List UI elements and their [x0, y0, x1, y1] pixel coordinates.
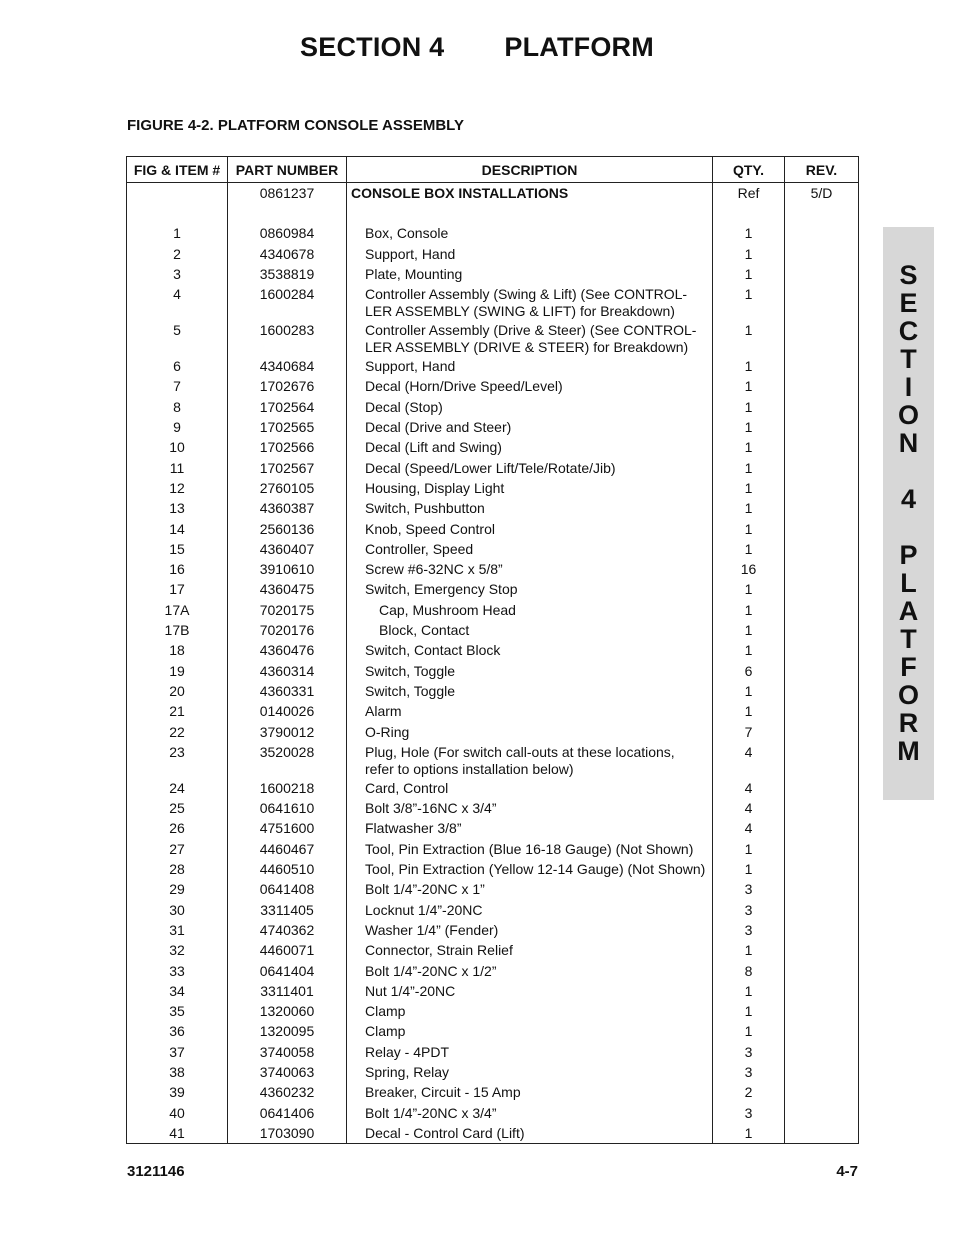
table-row — [127, 940, 859, 960]
revision — [785, 742, 859, 778]
description: Plate, Mounting — [347, 264, 713, 284]
table-row — [127, 579, 859, 599]
part-number: 4360232 — [228, 1082, 347, 1102]
item-number: 11 — [127, 458, 228, 478]
quantity: 1 — [713, 244, 785, 264]
item-number: 27 — [127, 839, 228, 859]
table-row — [127, 722, 859, 742]
revision — [785, 900, 859, 920]
item-number: 9 — [127, 417, 228, 437]
side-tab-letter: M — [897, 736, 920, 766]
description: Bolt 1/4”-20NC x 1/2” — [347, 961, 713, 981]
description: Bolt 1/4”-20NC x 1” — [347, 879, 713, 899]
part-number: 2560136 — [228, 519, 347, 539]
table-row — [127, 356, 859, 376]
table-row — [127, 223, 859, 243]
table-row — [127, 1042, 859, 1062]
part-number: 4751600 — [228, 818, 347, 838]
assembly-row — [127, 183, 859, 204]
revision — [785, 1021, 859, 1041]
part-number: 4460467 — [228, 839, 347, 859]
page-header — [0, 32, 954, 63]
part-number: 1320060 — [228, 1001, 347, 1021]
part-number: 1703090 — [228, 1123, 347, 1144]
assembly-item — [127, 183, 228, 204]
revision — [785, 579, 859, 599]
part-number: 1320095 — [228, 1021, 347, 1041]
quantity: 1 — [713, 1021, 785, 1041]
part-number: 1600218 — [228, 778, 347, 798]
side-tab-letter: E — [899, 288, 918, 318]
description: Switch, Emergency Stop — [347, 579, 713, 599]
side-tab-letter: T — [900, 624, 917, 654]
assembly-description: CONSOLE BOX INSTALLATIONS — [347, 183, 713, 204]
header-description: DESCRIPTION — [347, 157, 713, 183]
part-number: 4360387 — [228, 498, 347, 518]
table-row — [127, 742, 859, 778]
quantity: 3 — [713, 920, 785, 940]
table-row — [127, 1021, 859, 1041]
item-number: 38 — [127, 1062, 228, 1082]
revision — [785, 778, 859, 798]
revision — [785, 1082, 859, 1102]
quantity: 1 — [713, 981, 785, 1001]
quantity: 1 — [713, 437, 785, 457]
description: Controller Assembly (Swing & Lift) (See CONTROL-LER ASSEMBLY (SWING & LIFT) for Breakdown) — [347, 284, 713, 320]
item-number: 19 — [127, 661, 228, 681]
quantity: 1 — [713, 600, 785, 620]
revision — [785, 701, 859, 721]
revision — [785, 640, 859, 660]
table-row — [127, 920, 859, 940]
side-tab-letter: R — [898, 708, 919, 738]
section-title: PLATFORM — [504, 32, 654, 62]
quantity: 1 — [713, 498, 785, 518]
item-number: 12 — [127, 478, 228, 498]
item-number: 32 — [127, 940, 228, 960]
table-row — [127, 284, 859, 320]
quantity: 1 — [713, 284, 785, 320]
item-number: 17B — [127, 620, 228, 640]
part-number: 1600284 — [228, 284, 347, 320]
part-number: 1702566 — [228, 437, 347, 457]
part-number: 4360476 — [228, 640, 347, 660]
quantity: 1 — [713, 1001, 785, 1021]
table-row — [127, 519, 859, 539]
revision — [785, 397, 859, 417]
table-row — [127, 818, 859, 838]
table-row — [127, 900, 859, 920]
quantity: 2 — [713, 1082, 785, 1102]
part-number: 7020176 — [228, 620, 347, 640]
header-part-number: PART NUMBER — [228, 157, 347, 183]
side-tab-letter: F — [900, 652, 917, 682]
part-number: 0641408 — [228, 879, 347, 899]
quantity: 3 — [713, 1103, 785, 1123]
description: Decal - Control Card (Lift) — [347, 1123, 713, 1144]
table-row — [127, 859, 859, 879]
description: Spring, Relay — [347, 1062, 713, 1082]
revision — [785, 1123, 859, 1144]
part-number: 0641406 — [228, 1103, 347, 1123]
part-number: 3790012 — [228, 722, 347, 742]
side-tab-letter: I — [904, 372, 913, 402]
revision — [785, 417, 859, 437]
item-number: 37 — [127, 1042, 228, 1062]
part-number: 1702676 — [228, 376, 347, 396]
side-tab-letter: 4 — [900, 484, 917, 514]
table-row — [127, 244, 859, 264]
revision — [785, 356, 859, 376]
side-tab-letter: S — [899, 260, 918, 290]
part-number: 2760105 — [228, 478, 347, 498]
side-tab-letter: T — [900, 344, 917, 374]
description: Knob, Speed Control — [347, 519, 713, 539]
parts-table — [126, 156, 859, 1144]
item-number: 4 — [127, 284, 228, 320]
description: O-Ring — [347, 722, 713, 742]
quantity: 1 — [713, 681, 785, 701]
item-number: 15 — [127, 539, 228, 559]
description: Clamp — [347, 1001, 713, 1021]
quantity: 1 — [713, 1123, 785, 1144]
revision — [785, 620, 859, 640]
side-tab-letter: P — [899, 540, 918, 570]
table-row — [127, 778, 859, 798]
quantity: 4 — [713, 742, 785, 778]
part-number: 1600283 — [228, 320, 347, 356]
table-row — [127, 498, 859, 518]
item-number: 7 — [127, 376, 228, 396]
revision — [785, 839, 859, 859]
description: Decal (Speed/Lower Lift/Tele/Rotate/Jib) — [347, 458, 713, 478]
table-row — [127, 681, 859, 701]
table-row — [127, 701, 859, 721]
description: Plug, Hole (For switch call-outs at these locations, refer to options installation below) — [347, 742, 713, 778]
revision — [785, 244, 859, 264]
revision — [785, 559, 859, 579]
quantity: 1 — [713, 579, 785, 599]
table-row — [127, 539, 859, 559]
item-number: 16 — [127, 559, 228, 579]
quantity: 1 — [713, 356, 785, 376]
revision — [785, 1001, 859, 1021]
part-number: 1702565 — [228, 417, 347, 437]
description: Breaker, Circuit - 15 Amp — [347, 1082, 713, 1102]
part-number: 4460071 — [228, 940, 347, 960]
table-row — [127, 600, 859, 620]
item-number: 21 — [127, 701, 228, 721]
item-number: 30 — [127, 900, 228, 920]
quantity: 1 — [713, 620, 785, 640]
description: Decal (Drive and Steer) — [347, 417, 713, 437]
table-row — [127, 1062, 859, 1082]
revision — [785, 940, 859, 960]
description: Decal (Stop) — [347, 397, 713, 417]
revision — [785, 376, 859, 396]
table-row — [127, 1001, 859, 1021]
part-number: 0641404 — [228, 961, 347, 981]
table-row — [127, 879, 859, 899]
description: Alarm — [347, 701, 713, 721]
item-number: 6 — [127, 356, 228, 376]
description: Relay - 4PDT — [347, 1042, 713, 1062]
spacer-row — [127, 203, 859, 223]
table-row — [127, 981, 859, 1001]
description: Flatwasher 3/8” — [347, 818, 713, 838]
part-number: 4460510 — [228, 859, 347, 879]
table-row — [127, 661, 859, 681]
revision — [785, 1062, 859, 1082]
item-number: 2 — [127, 244, 228, 264]
part-number: 4360331 — [228, 681, 347, 701]
revision — [785, 1042, 859, 1062]
quantity: 3 — [713, 1042, 785, 1062]
description: Tool, Pin Extraction (Blue 16-18 Gauge) (Not Shown) — [347, 839, 713, 859]
item-number: 1 — [127, 223, 228, 243]
item-number: 39 — [127, 1082, 228, 1102]
table-row — [127, 839, 859, 859]
description: Switch, Contact Block — [347, 640, 713, 660]
part-number: 4340684 — [228, 356, 347, 376]
revision — [785, 661, 859, 681]
side-tab-letter: O — [897, 400, 919, 430]
part-number: 3311405 — [228, 900, 347, 920]
table-row — [127, 620, 859, 640]
side-tab-letter: O — [897, 680, 919, 710]
revision — [785, 437, 859, 457]
document-number: 3121146 — [127, 1163, 185, 1180]
quantity: 3 — [713, 879, 785, 899]
description: Support, Hand — [347, 244, 713, 264]
assembly-part-number: 0861237 — [228, 183, 347, 204]
quantity: 1 — [713, 539, 785, 559]
item-number: 20 — [127, 681, 228, 701]
header-fig-item: FIG & ITEM # — [127, 157, 228, 183]
revision — [785, 458, 859, 478]
table-header-row — [127, 157, 859, 183]
revision — [785, 818, 859, 838]
revision — [785, 961, 859, 981]
item-number: 23 — [127, 742, 228, 778]
description: Bolt 1/4”-20NC x 3/4” — [347, 1103, 713, 1123]
quantity: 1 — [713, 264, 785, 284]
header-qty: QTY. — [713, 157, 785, 183]
item-number: 22 — [127, 722, 228, 742]
item-number: 24 — [127, 778, 228, 798]
quantity: 4 — [713, 778, 785, 798]
description: Card, Control — [347, 778, 713, 798]
side-tab-letter — [883, 457, 934, 485]
revision — [785, 223, 859, 243]
table-row — [127, 559, 859, 579]
figure-title: FIGURE 4-2. PLATFORM CONSOLE ASSEMBLY — [127, 117, 464, 134]
section-side-tab — [883, 227, 934, 800]
description: Clamp — [347, 1021, 713, 1041]
part-number: 3910610 — [228, 559, 347, 579]
quantity: 3 — [713, 1062, 785, 1082]
table-row — [127, 320, 859, 356]
quantity: 1 — [713, 376, 785, 396]
revision — [785, 519, 859, 539]
description: Box, Console — [347, 223, 713, 243]
quantity: 1 — [713, 223, 785, 243]
quantity: 3 — [713, 900, 785, 920]
part-number: 4740362 — [228, 920, 347, 940]
description: Switch, Toggle — [347, 681, 713, 701]
part-number: 3740063 — [228, 1062, 347, 1082]
description: Screw #6-32NC x 5/8” — [347, 559, 713, 579]
description: Tool, Pin Extraction (Yellow 12-14 Gauge) (Not Shown) — [347, 859, 713, 879]
quantity: 1 — [713, 940, 785, 960]
assembly-rev: 5/D — [785, 183, 859, 204]
revision — [785, 798, 859, 818]
revision — [785, 320, 859, 356]
side-tab-letter: A — [898, 596, 919, 626]
part-number: 0641610 — [228, 798, 347, 818]
item-number: 13 — [127, 498, 228, 518]
item-number: 31 — [127, 920, 228, 940]
item-number: 14 — [127, 519, 228, 539]
item-number: 29 — [127, 879, 228, 899]
side-tab-letter: N — [898, 428, 919, 458]
revision — [785, 264, 859, 284]
description: Connector, Strain Relief — [347, 940, 713, 960]
description: Nut 1/4”-20NC — [347, 981, 713, 1001]
page-number: 4-7 — [836, 1163, 858, 1180]
description: Switch, Toggle — [347, 661, 713, 681]
item-number: 17A — [127, 600, 228, 620]
description: Bolt 3/8”-16NC x 3/4” — [347, 798, 713, 818]
side-tab-letter: C — [898, 316, 919, 346]
quantity: 1 — [713, 320, 785, 356]
revision — [785, 981, 859, 1001]
quantity: 16 — [713, 559, 785, 579]
revision — [785, 1103, 859, 1123]
header-rev: REV. — [785, 157, 859, 183]
item-number: 8 — [127, 397, 228, 417]
description: Controller, Speed — [347, 539, 713, 559]
part-number: 3538819 — [228, 264, 347, 284]
item-number: 35 — [127, 1001, 228, 1021]
revision — [785, 859, 859, 879]
quantity: 1 — [713, 478, 785, 498]
item-number: 10 — [127, 437, 228, 457]
quantity: 1 — [713, 458, 785, 478]
revision — [785, 681, 859, 701]
description: Block, Contact — [347, 620, 713, 640]
item-number: 40 — [127, 1103, 228, 1123]
description: Housing, Display Light — [347, 478, 713, 498]
table-row — [127, 458, 859, 478]
revision — [785, 879, 859, 899]
revision — [785, 920, 859, 940]
part-number: 1702564 — [228, 397, 347, 417]
description: Support, Hand — [347, 356, 713, 376]
table-row — [127, 397, 859, 417]
part-number: 3740058 — [228, 1042, 347, 1062]
item-number: 28 — [127, 859, 228, 879]
quantity: 8 — [713, 961, 785, 981]
description: Decal (Lift and Swing) — [347, 437, 713, 457]
section-label: SECTION 4 — [300, 32, 445, 62]
description: Locknut 1/4”-20NC — [347, 900, 713, 920]
description: Washer 1/4” (Fender) — [347, 920, 713, 940]
assembly-qty: Ref — [713, 183, 785, 204]
quantity: 7 — [713, 722, 785, 742]
item-number: 25 — [127, 798, 228, 818]
description: Cap, Mushroom Head — [347, 600, 713, 620]
part-number: 0140026 — [228, 701, 347, 721]
quantity: 1 — [713, 701, 785, 721]
revision — [785, 539, 859, 559]
table-row — [127, 478, 859, 498]
item-number: 18 — [127, 640, 228, 660]
revision — [785, 284, 859, 320]
revision — [785, 498, 859, 518]
table-row — [127, 798, 859, 818]
part-number: 4360407 — [228, 539, 347, 559]
part-number: 3311401 — [228, 981, 347, 1001]
table-row — [127, 1082, 859, 1102]
item-number: 34 — [127, 981, 228, 1001]
table-row — [127, 961, 859, 981]
quantity: 1 — [713, 519, 785, 539]
description: Decal (Horn/Drive Speed/Level) — [347, 376, 713, 396]
quantity: 1 — [713, 859, 785, 879]
quantity: 4 — [713, 798, 785, 818]
part-number: 4340678 — [228, 244, 347, 264]
item-number: 41 — [127, 1123, 228, 1144]
item-number: 26 — [127, 818, 228, 838]
quantity: 1 — [713, 417, 785, 437]
part-number: 3520028 — [228, 742, 347, 778]
part-number: 0860984 — [228, 223, 347, 243]
part-number: 4360475 — [228, 579, 347, 599]
quantity: 6 — [713, 661, 785, 681]
part-number: 4360314 — [228, 661, 347, 681]
description: Controller Assembly (Drive & Steer) (See CONTROL-LER ASSEMBLY (DRIVE & STEER) for Breakdown) — [347, 320, 713, 356]
part-number: 1702567 — [228, 458, 347, 478]
quantity: 1 — [713, 839, 785, 859]
item-number: 5 — [127, 320, 228, 356]
quantity: 1 — [713, 640, 785, 660]
quantity: 4 — [713, 818, 785, 838]
table-row — [127, 437, 859, 457]
item-number: 17 — [127, 579, 228, 599]
table-row — [127, 417, 859, 437]
revision — [785, 600, 859, 620]
revision — [785, 722, 859, 742]
item-number: 3 — [127, 264, 228, 284]
table-row — [127, 640, 859, 660]
item-number: 33 — [127, 961, 228, 981]
revision — [785, 478, 859, 498]
side-tab-letter: L — [900, 568, 917, 598]
quantity: 1 — [713, 397, 785, 417]
side-tab-letter — [883, 513, 934, 541]
description: Switch, Pushbutton — [347, 498, 713, 518]
table-row — [127, 1103, 859, 1123]
table-row — [127, 1123, 859, 1144]
table-row — [127, 376, 859, 396]
item-number: 36 — [127, 1021, 228, 1041]
table-row — [127, 264, 859, 284]
part-number: 7020175 — [228, 600, 347, 620]
